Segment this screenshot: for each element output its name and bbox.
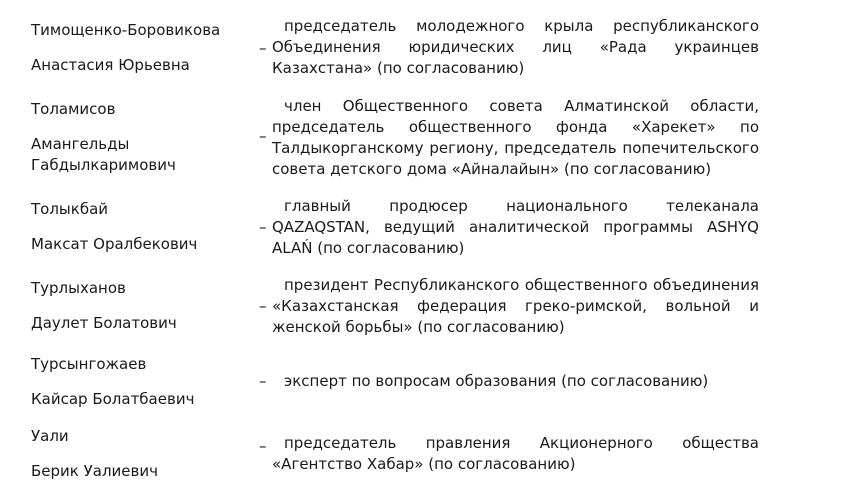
separator-dash: – [259, 127, 267, 145]
member-description [272, 433, 759, 475]
member-description-text: главный продюсер национального телеканала QAZAQSTAN, ведущий аналитической программы ASHYQ ALAŃ (по согласованию) [272, 197, 759, 257]
member-given-name: Даулет Болатович [31, 314, 177, 332]
member-description [272, 16, 759, 79]
member-description [272, 275, 759, 338]
separator-dash: – [259, 297, 267, 315]
separator-dash: – [259, 372, 267, 390]
separator-dash: – [259, 218, 267, 236]
member-description-text: президент Республиканского общественного объединения «Казахстанская федерация греко-римской, вольной и женской борьбы» (по согласованию) [272, 276, 759, 336]
separator-dash: – [259, 437, 267, 455]
member-surname: Турлыханов [31, 279, 126, 297]
member-description-text: член Общественного совета Алматинской области, председатель общественного фонда «Харекет» по Талдыкорганскому региону, председатель попечительского совета детского дома «Айналайын» (по согласованию) [272, 97, 759, 178]
member-description-text: председатель молодежного крыла республиканского Объединения юридических лиц «Рада украинцев Казахстана» (по согласованию) [272, 17, 759, 77]
member-surname: Уали [31, 427, 69, 445]
member-description-text: эксперт по вопросам образования (по согласованию) [284, 372, 709, 390]
member-given-name: Берик Уалиевич [31, 462, 158, 480]
member-surname: Толыкбай [31, 200, 109, 218]
member-given-name: Анастасия Юрьевна [31, 56, 190, 74]
member-surname: Тимощенко-Боровикова [31, 21, 221, 39]
member-description [272, 96, 759, 180]
member-patronymic: Габдылкаримович [31, 156, 176, 174]
member-description [272, 196, 759, 259]
separator-dash: – [259, 39, 267, 57]
member-surname: Турсынгожаев [31, 355, 147, 373]
member-given-name: Максат Оралбекович [31, 235, 198, 253]
member-description-text: председатель правления Акционерного общества «Агентство Хабар» (по согласованию) [272, 434, 759, 473]
member-given-name: Амангельды [31, 135, 130, 153]
member-surname: Толамисов [31, 100, 116, 118]
member-given-name: Кайсар Болатбаевич [31, 390, 195, 408]
member-description [272, 371, 759, 392]
